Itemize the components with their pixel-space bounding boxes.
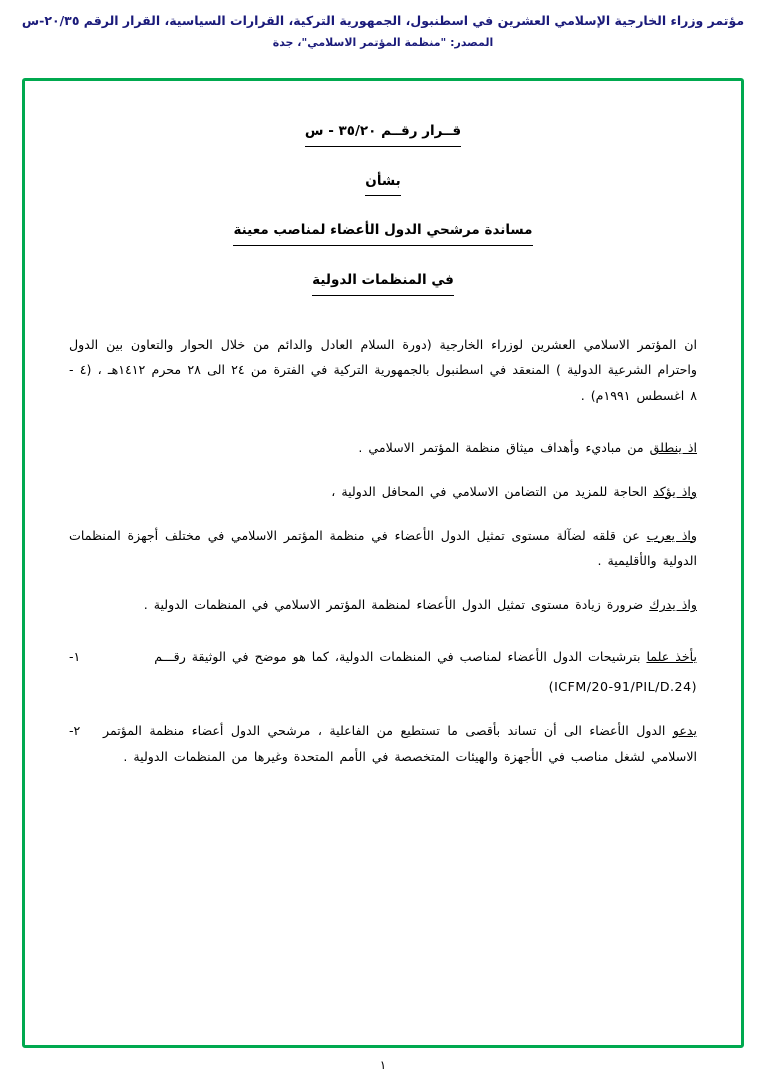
clause-paragraph-1 xyxy=(69,435,697,461)
numbered-item-2 xyxy=(69,718,697,770)
clause-lead-1: اذ ينطلق xyxy=(649,440,697,455)
resolution-number: قــرار رقــم ٣٥/٢٠ - س xyxy=(305,119,461,147)
item-text-1: بترشيحات الدول الأعضاء لمناصب في المنظمات الدولية، كما هو موضح في الوثيقة رقـــم xyxy=(154,649,647,665)
clause-lead-4: واذ يدرك xyxy=(649,597,697,613)
clause-lead-3: واذ يعرب xyxy=(646,527,698,543)
resolution-title-block xyxy=(69,119,697,306)
item-lead-2: يدعو xyxy=(672,722,697,738)
numbered-item-1 xyxy=(69,644,697,700)
header-title-line: مؤتمر وزراء الخارجية الإسلامي العشرين في اسطنبول، الجمهورية التركية، القرارات السياسية، القرار الرقم ٢٠/٣٥-س xyxy=(21,13,745,28)
page-frame xyxy=(22,78,744,1048)
resolution-subject-label: بشأن xyxy=(365,169,400,197)
preamble-paragraph: ان المؤتمر الاسلامي العشرين لوزراء الخارجية (دورة السلام العادل والدائم من خلال الحوار والتعاون بين الدول واحترام الشرعية الدولية ) المنعقد في اسطنبول بالجمهورية التركية في الفترة من ٢٤ الى ٢٨ محرم ١٤١٢هـ ، (٤ - ٨ اغسطس ١٩٩١م) . xyxy=(69,336,697,404)
clause-lead-2: واذ يؤكد xyxy=(653,483,697,499)
numbered-item-1-number: ١- xyxy=(69,649,81,665)
clause-paragraph-2 xyxy=(69,479,697,505)
resolution-subject-line2: في المنظمات الدولية xyxy=(312,268,454,296)
numbered-item-2-body xyxy=(103,718,697,770)
clause-paragraph-3 xyxy=(69,523,697,575)
header-source-line: المصدر: "منظمة المؤتمر الاسلامي"، جدة xyxy=(272,35,494,49)
clause-text-3: عن قلقه لضآلة مستوى تمثيل الدول الأعضاء في منظمة المؤتمر الاسلامي في مختلف أجهزة المنظمات الدولية والأقليمية . xyxy=(69,527,697,569)
clause-paragraph-4 xyxy=(69,592,697,618)
clause-text-1: من مباديء وأهداف ميثاق منظمة المؤتمر الاسلامي . xyxy=(358,440,650,455)
clause-text-4: ضرورة زيادة مستوى تمثيل الدول الأعضاء لمنظمة المؤتمر الاسلامي في المنظمات الدولية . xyxy=(143,597,650,613)
page-number: ١ xyxy=(379,1058,387,1072)
numbered-item-2-number: ٢- xyxy=(69,722,81,738)
item-lead-1: يأخذ علما xyxy=(646,649,697,665)
item-text-2: الدول الأعضاء الى أن تساند بأقصى ما تستطيع من الفاعلية ، مرشحي الدول أعضاء منظمة المؤتمر الاسلامي لشغل مناصب في الأجهزة والهيئات المتخصصة في الأمم المتحدة وغيرها من المنظمات الدولية . xyxy=(103,722,697,764)
item-document-reference: (ICFM/20-91/PIL/D.24) xyxy=(548,678,697,694)
clause-text-2: الحاجة للمزيد من التضامن الاسلامي في المحافل الدولية ، xyxy=(331,483,654,499)
numbered-item-1-body xyxy=(103,644,697,700)
document-header xyxy=(0,0,766,49)
resolution-subject-line1: مساندة مرشحي الدول الأعضاء لمناصب معينة xyxy=(233,218,532,246)
page-content xyxy=(25,81,741,1045)
